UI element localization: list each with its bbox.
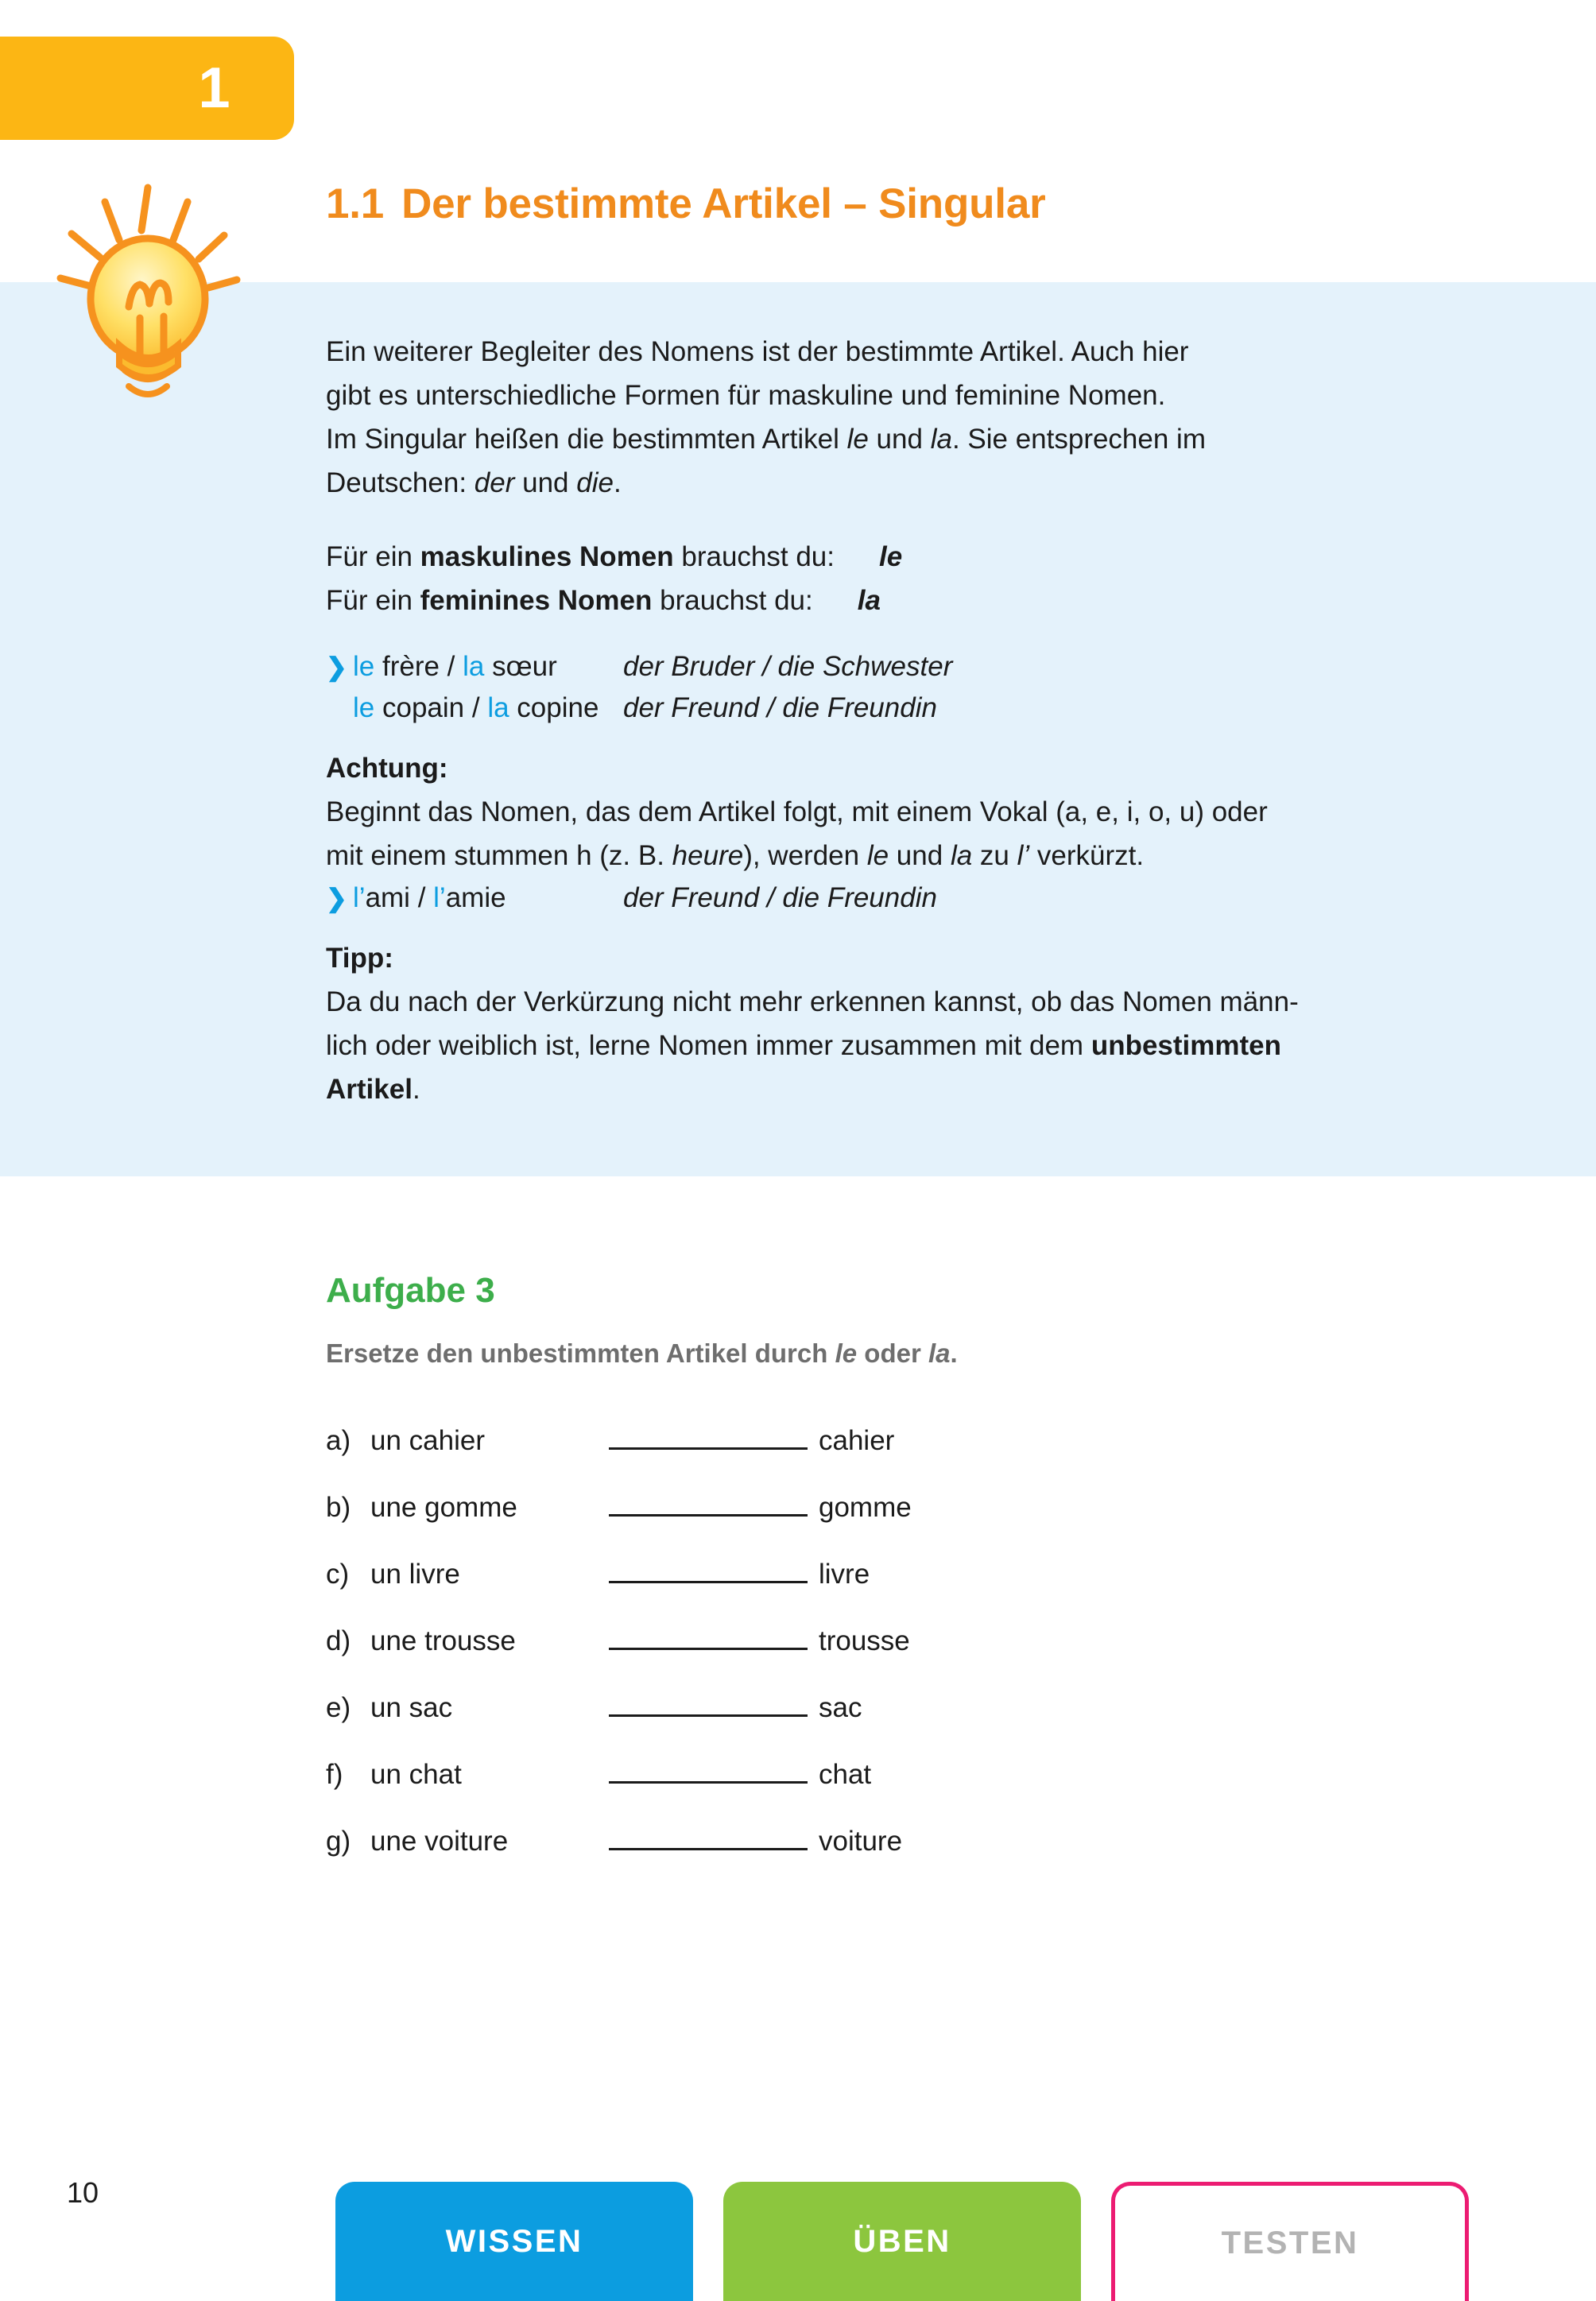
item-phrase: un livre	[370, 1559, 460, 1590]
section-title-text: Der bestimmte Artikel – Singular	[401, 180, 1046, 227]
item-letter: g)	[326, 1826, 351, 1857]
item-phrase: une voiture	[370, 1826, 509, 1857]
example-separator: /	[409, 882, 434, 913]
item-letter: a)	[326, 1425, 351, 1457]
achtung-article-elided: l’	[1017, 840, 1030, 871]
instruction-part-c: .	[950, 1338, 958, 1369]
list-item	[326, 1484, 1470, 1551]
example-noun-2: copine	[509, 692, 599, 723]
exercise-section	[326, 1272, 1470, 1885]
instruction-part-b: oder	[857, 1338, 928, 1369]
achtung-line-2a: mit einem stummen h (z. B.	[326, 840, 672, 871]
item-phrase: une trousse	[370, 1625, 516, 1657]
tipp-bold-artikel: Artikel	[326, 1074, 413, 1105]
rule-fem-prefix: Für ein	[326, 585, 420, 616]
list-item	[326, 1417, 1470, 1484]
intro-line-3b: und	[868, 424, 931, 455]
exercise-item-list	[326, 1417, 1470, 1885]
task-title: Aufgabe 3	[326, 1271, 495, 1310]
tipp-paragraph	[326, 980, 1455, 1111]
achtung-line-2b: ), werden	[743, 840, 867, 871]
example-article-1: le	[353, 651, 375, 682]
item-noun: voiture	[819, 1826, 903, 1857]
intro-line-3a: Im Singular heißen die bestimmten Artikel	[326, 424, 847, 455]
rule-feminine	[326, 579, 1455, 622]
achtung-article-le: le	[866, 840, 889, 871]
achtung-line-2c: und	[889, 840, 951, 871]
rule-masculine	[326, 535, 1455, 579]
rule-masc-suffix: brauchst du:	[673, 541, 835, 572]
example-noun-1: ami	[365, 882, 410, 913]
tipp-line-2a: lich oder weiblich ist, lerne Nomen immer zusammen mit dem	[326, 1030, 1091, 1061]
rule-masc-prefix: Für ein	[326, 541, 420, 572]
example-article-1: le	[353, 692, 375, 723]
section-number: 1.1	[326, 180, 385, 227]
achtung-line-1: Beginnt das Nomen, das dem Artikel folgt, mit einem Vokal (a, e, i, o, u) oder	[326, 796, 1268, 827]
example-noun-2: amie	[445, 882, 506, 913]
instruction-article-le: le	[835, 1338, 858, 1369]
instruction-part-a: Ersetze den unbestimmten Artikel durch	[326, 1338, 835, 1369]
rule-fem-suffix: brauchst du:	[652, 585, 813, 616]
list-item	[326, 1551, 1470, 1617]
spacer	[326, 729, 1455, 746]
instruction-article-la: la	[928, 1338, 951, 1369]
list-item	[326, 1751, 1470, 1818]
rule-fem-article: la	[857, 585, 881, 616]
answer-blank[interactable]	[609, 1551, 808, 1583]
item-letter: c)	[326, 1559, 350, 1590]
tipp-heading: Tipp:	[326, 943, 393, 974]
list-item	[326, 1684, 1470, 1751]
info-box-content	[326, 330, 1455, 1111]
list-item	[326, 1818, 1470, 1885]
answer-blank[interactable]	[609, 1818, 808, 1850]
example-french	[353, 877, 623, 919]
intro-line-4b: und	[514, 467, 577, 498]
example-noun-1: copain	[374, 692, 465, 723]
list-item	[326, 1617, 1470, 1684]
intro-line-3c: . Sie entsprechen im	[951, 424, 1206, 455]
example-article-2: la	[487, 692, 509, 723]
answer-blank[interactable]	[609, 1751, 808, 1784]
answer-blank[interactable]	[609, 1417, 808, 1450]
item-letter: d)	[326, 1625, 351, 1657]
tab-ueben[interactable]: ÜBEN	[723, 2182, 1081, 2301]
tipp-line-3b: .	[412, 1074, 420, 1105]
intro-article-die: die	[576, 467, 614, 498]
example-french	[353, 688, 623, 729]
item-phrase: un sac	[370, 1692, 453, 1724]
example-row-elision	[326, 877, 1455, 919]
item-noun: trousse	[819, 1625, 910, 1657]
bottom-navigation-tabs	[335, 2182, 1469, 2301]
example-noun-1: frère	[374, 651, 440, 682]
intro-article-der: der	[474, 467, 515, 498]
rule-fem-bold: feminines Nomen	[420, 585, 653, 616]
arrow-bullet-icon: ❯	[326, 884, 347, 912]
lightbulb-icon	[46, 181, 253, 420]
rule-masc-article: le	[879, 541, 903, 572]
example-article-2: l’	[433, 882, 446, 913]
rule-masc-bold: maskulines Nomen	[420, 541, 674, 572]
achtung-heading: Achtung:	[326, 753, 448, 784]
achtung-example-heure: heure	[672, 840, 744, 871]
spacer	[326, 505, 1455, 535]
intro-paragraph	[326, 330, 1455, 505]
item-letter: f)	[326, 1759, 343, 1791]
example-german: der Bruder / die Schwester	[623, 651, 953, 682]
answer-blank[interactable]	[609, 1484, 808, 1517]
example-article-1: l’	[353, 882, 366, 913]
achtung-line-2d: zu	[972, 840, 1017, 871]
achtung-line-2e: verkürzt.	[1029, 840, 1145, 871]
example-german: der Freund / die Freundin	[623, 692, 937, 723]
item-noun: sac	[819, 1692, 862, 1724]
intro-line-4c: .	[613, 467, 622, 498]
intro-line-4a: Deutschen:	[326, 467, 475, 498]
intro-article-le: le	[846, 424, 869, 455]
achtung-article-la: la	[950, 840, 973, 871]
example-row	[326, 688, 1455, 729]
tipp-line-1: Da du nach der Verkürzung nicht mehr erkennen kannst, ob das Nomen männ-	[326, 986, 1299, 1017]
task-instruction	[326, 1337, 1470, 1371]
item-noun: chat	[819, 1759, 872, 1791]
item-noun: cahier	[819, 1425, 895, 1457]
arrow-bullet-icon: ❯	[326, 653, 347, 681]
example-block-singular	[326, 646, 1455, 729]
chapter-number: 1	[198, 56, 230, 120]
example-noun-2: sœur	[484, 651, 557, 682]
example-german: der Freund / die Freundin	[623, 882, 937, 913]
example-row	[326, 646, 1455, 688]
answer-blank[interactable]	[609, 1684, 808, 1717]
tipp-bold-unbestimmten: unbestimmten	[1090, 1030, 1282, 1061]
answer-blank[interactable]	[609, 1617, 808, 1650]
item-phrase: un chat	[370, 1759, 462, 1791]
tab-wissen[interactable]: WISSEN	[335, 2182, 693, 2301]
tab-testen[interactable]: TESTEN	[1111, 2182, 1469, 2301]
item-letter: e)	[326, 1692, 351, 1724]
item-noun: gomme	[819, 1492, 912, 1524]
item-phrase: une gomme	[370, 1492, 517, 1524]
item-phrase: un cahier	[370, 1425, 485, 1457]
example-french	[353, 646, 623, 688]
achtung-paragraph	[326, 790, 1455, 877]
spacer	[326, 919, 1455, 936]
page-title	[326, 180, 1046, 228]
example-separator: /	[464, 692, 488, 723]
page-number: 10	[67, 2176, 99, 2209]
example-separator: /	[439, 651, 463, 682]
item-noun: livre	[819, 1559, 870, 1590]
chapter-tab	[0, 37, 294, 140]
intro-line-2: gibt es unterschiedliche Formen für maskuline und feminine Nomen.	[326, 380, 1166, 411]
example-article-2: la	[463, 651, 485, 682]
intro-line-1: Ein weiterer Begleiter des Nomens ist der bestimmte Artikel. Auch hier	[326, 336, 1189, 367]
item-letter: b)	[326, 1492, 351, 1524]
intro-article-la: la	[930, 424, 952, 455]
